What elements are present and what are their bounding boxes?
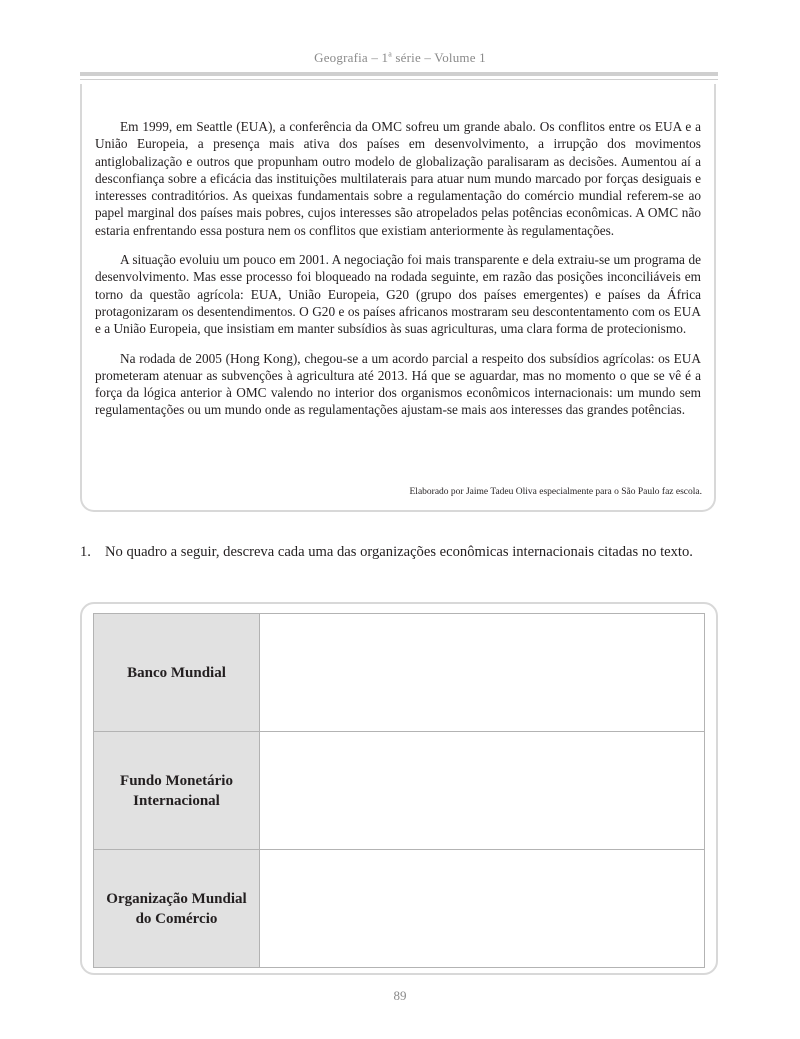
answer-table	[93, 613, 705, 968]
header-title-pre: Geografia – 1	[314, 50, 389, 65]
reading-paragraph-1: Em 1999, em Seattle (EUA), a conferência da OMC sofreu um grande abalo. Os conflitos entre os EUA e a União Europeia, a presença mais ativa dos países em desenvolvimento, a irrupção dos movimentos antiglobalização e outros que propunham outro modelo de globalização paralisaram as decisões. Aumentou aí a desconfiança sobre a eficácia das instituições multilaterais para atuar num mundo marcado por forças desiguais e interesses contraditórios. As queixas fundamentais sobre a regulamentação do comércio mundial referem-se ao papel marginal dos países mais pobres, cujos interesses são atropelados pelas potências econômicas. A OMC não estaria enfrentando essa postura nem os conflitos que existiam anteriormente às regulamentações.	[95, 119, 701, 238]
page-header	[0, 50, 800, 66]
question-1	[80, 543, 720, 562]
table-row	[94, 850, 705, 968]
row-label-line: Internacional	[133, 792, 220, 809]
row-label-line: Banco Mundial	[127, 664, 226, 681]
header-title-post: série – Volume 1	[391, 50, 486, 65]
row-label-banco-mundial	[94, 614, 260, 732]
answer-cell-omc[interactable]	[260, 850, 705, 968]
row-label-fmi	[94, 732, 260, 850]
table-row	[94, 732, 705, 850]
answer-cell-fmi[interactable]	[260, 732, 705, 850]
header-rule-thick	[80, 72, 718, 76]
question-text: No quadro a seguir, descreva cada uma das organizações econômicas internacionais citadas no texto.	[105, 544, 693, 560]
row-label-line: Organização Mundial	[106, 890, 247, 907]
table-row	[94, 614, 705, 732]
reading-paragraph-3: Na rodada de 2005 (Hong Kong), chegou-se a um acordo parcial a respeito dos subsídios agrícolas: os EUA prometeram atenuar as subvenções à agricultura até 2013. Há que se aguardar, mas no momento o que se vê é a força da lógica anterior à OMC valendo no interior dos organismos econômicos internacionais: um mundo sem regulamentações ou um mundo onde as regulamentações ajustam-se mais aos interesses das grandes potências.	[95, 350, 701, 418]
row-label-line: do Comércio	[135, 910, 218, 927]
row-label-omc	[94, 850, 260, 968]
page-number: 89	[393, 988, 407, 1003]
question-number: 1.	[80, 544, 91, 560]
row-label-line: Fundo Monetário	[120, 772, 233, 789]
reading-text-box	[80, 84, 716, 512]
header-title-sup: a	[388, 49, 392, 59]
source-credit: Elaborado por Jaime Tadeu Oliva especialmente para o São Paulo faz escola.	[409, 487, 702, 497]
header-rule-thin	[80, 79, 718, 80]
answer-cell-banco-mundial[interactable]	[260, 614, 705, 732]
reading-paragraph-2: A situação evoluiu um pouco em 2001. A negociação foi mais transparente e dela extraiu-se um programa de desenvolvimento. Mas esse processo foi bloqueado na rodada seguinte, em razão das posições inconciliáveis em torno da questão agrícola: EUA, União Europeia, G20 (grupo dos países emergentes) e países da África protagonizaram os desentendimentos. O G20 e os países africanos mostraram seu descontentamento com os EUA e a União Europeia, que insistiam em manter subsídios às suas agriculturas, uma clara forma de protecionismo.	[95, 252, 701, 337]
